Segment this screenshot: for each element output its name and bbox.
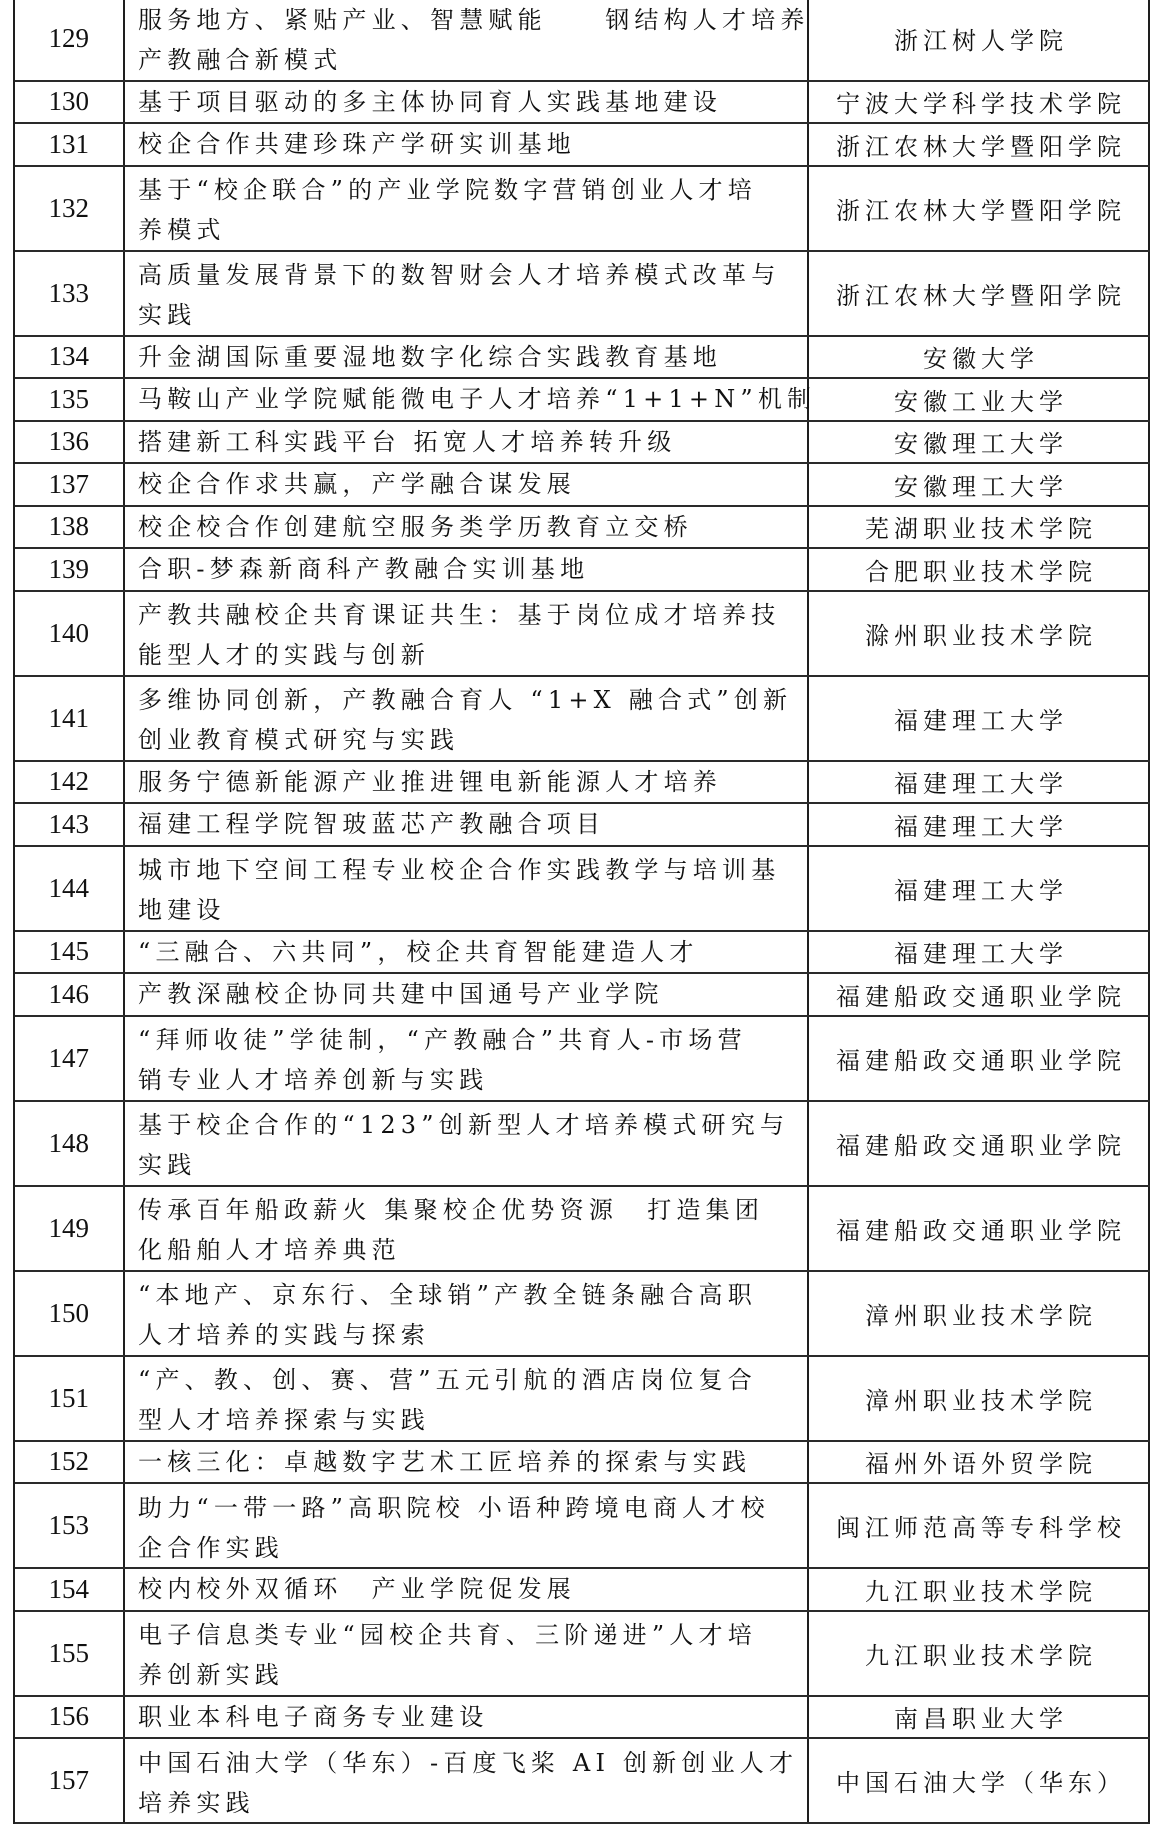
table-row [15,677,1151,762]
table-row [15,167,1151,252]
row-number: 149 [15,1187,126,1270]
project-title [125,847,809,930]
institution-name: 浙江农林大学暨阳学院 [809,124,1150,165]
institution-name: 福建理工大学 [809,677,1150,760]
row-number: 145 [15,932,126,973]
title-line-2: 型人才培养探索与实践 [138,1406,430,1435]
table-row [15,1697,1151,1740]
title-line-2: 创业教育模式研究与实践 [138,726,460,755]
title-line-1: 合职-梦森新商科产教融合实训基地 [138,555,590,584]
institution-name: 中国石油大学（华东） [809,1739,1150,1822]
table-row [15,549,1151,592]
title-line-2: 培养实践 [138,1788,255,1817]
institution-name: 安徽理工大学 [809,464,1150,505]
institution-name: 九江职业技术学院 [809,1569,1150,1610]
title-line-1: 基于“校企联合”的产业学院数字营销创业人才培 [138,176,757,205]
title-line-1: 职业本科电子商务专业建设 [138,1702,489,1731]
institution-name: 九江职业技术学院 [809,1612,1150,1695]
row-number: 139 [15,549,126,590]
institution-name: 福建理工大学 [809,804,1150,845]
row-number: 134 [15,337,126,378]
title-line-1: 服务宁德新能源产业推进锂电新能源人才培养 [138,767,722,796]
title-line-1: 中国石油大学（华东）-百度飞桨 AI 创新创业人才 [138,1748,799,1777]
project-title [125,932,809,973]
project-title [125,1102,809,1185]
table-row [15,124,1151,167]
row-number: 140 [15,592,126,675]
row-number: 147 [15,1017,126,1100]
project-title [125,82,809,123]
table-row [15,337,1151,380]
project-title [125,337,809,378]
institution-name: 安徽大学 [809,337,1150,378]
institution-name: 南昌职业大学 [809,1697,1150,1738]
project-title [125,464,809,505]
institution-name: 浙江农林大学暨阳学院 [809,167,1150,250]
title-line-1: 福建工程学院智玻蓝芯产教融合项目 [138,810,606,839]
project-title [125,974,809,1015]
institution-name: 福建理工大学 [809,762,1150,803]
row-number: 156 [15,1697,126,1738]
title-line-1: 校企校合作创建航空服务类学历教育立交桥 [138,512,693,541]
table-row [15,1569,1151,1612]
row-number: 153 [15,1484,126,1567]
title-line-2: 能型人才的实践与创新 [138,641,430,670]
row-number: 151 [15,1357,126,1440]
title-line-2: 地建设 [138,896,226,925]
project-title [125,1739,809,1822]
row-number: 143 [15,804,126,845]
title-line-1: 服务地方、紧贴产业、智慧赋能 钢结构人才培养 [138,6,810,35]
institution-name: 浙江农林大学暨阳学院 [809,252,1150,335]
row-number: 136 [15,422,126,463]
institution-name: 安徽理工大学 [809,422,1150,463]
row-number: 135 [15,379,126,420]
title-line-1: 电子信息类专业“园校企共育、三阶递进”人才培 [138,1621,757,1650]
institution-name: 合肥职业技术学院 [809,549,1150,590]
table-row [15,847,1151,932]
project-title [125,0,809,80]
title-line-1: 产教深融校企协同共建中国通号产业学院 [138,980,664,1009]
institution-name: 福建船政交通职业学院 [809,1102,1150,1185]
table-row [15,82,1151,125]
institution-name: 闽江师范高等专科学校 [809,1484,1150,1567]
project-title [125,379,817,420]
title-line-1: 多维协同创新，产教融合育人 “1+X 融合式”创新 [138,686,793,715]
project-title [125,422,809,463]
title-line-2: 销专业人才培养创新与实践 [138,1066,489,1095]
table-row [15,762,1151,805]
title-line-2: 人才培养的实践与探索 [138,1321,430,1350]
row-number: 137 [15,464,126,505]
institution-name: 福建船政交通职业学院 [809,974,1150,1015]
institution-name: 宁波大学科学技术学院 [809,82,1150,123]
project-title [125,1272,809,1355]
title-line-1: 校内校外双循环 产业学院促发展 [138,1575,576,1604]
table-row [15,379,1151,422]
row-number: 129 [15,0,126,80]
project-table [13,0,1151,1824]
row-number: 155 [15,1612,126,1695]
project-title [125,1357,809,1440]
title-line-1: “三融合、六共同”，校企共育智能建造人才 [138,937,699,966]
title-line-2: 产教融合新模式 [138,46,343,75]
row-number: 154 [15,1569,126,1610]
institution-name: 漳州职业技术学院 [809,1272,1150,1355]
row-number: 132 [15,167,126,250]
row-number: 152 [15,1442,126,1483]
row-number: 138 [15,507,126,548]
table-row [15,1187,1151,1272]
table-row [15,1102,1151,1187]
table-body [15,0,1151,1824]
institution-name: 福建理工大学 [809,932,1150,973]
title-line-1: “本地产、京东行、全球销”产教全链条融合高职 [138,1281,757,1310]
project-title [125,252,809,335]
institution-name: 芜湖职业技术学院 [809,507,1150,548]
title-line-1: 基于项目驱动的多主体协同育人实践基地建设 [138,87,722,116]
table-row [15,1484,1151,1569]
row-number: 141 [15,677,126,760]
institution-name: 福州外语外贸学院 [809,1442,1150,1483]
project-title [125,1612,809,1695]
title-line-2: 化船舶人才培养典范 [138,1236,401,1265]
row-number: 130 [15,82,126,123]
row-number: 157 [15,1739,126,1822]
table-row [15,252,1151,337]
table-row [15,1739,1151,1824]
title-line-2: 养模式 [138,216,226,245]
table-row [15,507,1151,550]
project-title [125,1187,809,1270]
table-row [15,804,1151,847]
project-title [125,1017,809,1100]
title-line-1: 升金湖国际重要湿地数字化综合实践教育基地 [138,342,722,371]
row-number: 144 [15,847,126,930]
title-line-1: 助力“一带一路”高职院校 小语种跨境电商人才校 [138,1493,770,1522]
institution-name: 滁州职业技术学院 [809,592,1150,675]
project-title [125,1569,809,1610]
table-row [15,592,1151,677]
title-line-1: 基于校企合作的“123”创新型人才培养模式研究与 [138,1111,790,1140]
title-line-1: 城市地下空间工程专业校企合作实践教学与培训基 [138,856,781,885]
table-row [15,422,1151,465]
title-line-2: 企合作实践 [138,1533,284,1562]
institution-name: 福建理工大学 [809,847,1150,930]
project-title [125,762,809,803]
title-line-1: 搭建新工科实践平台 拓宽人才培养转升级 [138,427,677,456]
title-line-1: 校企合作求共赢，产学融合谋发展 [138,470,576,499]
row-number: 150 [15,1272,126,1355]
project-title [125,167,809,250]
institution-name: 福建船政交通职业学院 [809,1017,1150,1100]
row-number: 142 [15,762,126,803]
project-title [125,1697,809,1738]
institution-name: 福建船政交通职业学院 [809,1187,1150,1270]
table-row [15,464,1151,507]
table-row [15,0,1151,82]
title-line-1: 传承百年船政薪火 集聚校企优势资源 打造集团 [138,1196,765,1225]
row-number: 146 [15,974,126,1015]
table-row [15,1017,1151,1102]
institution-name: 安徽工业大学 [809,379,1150,420]
project-title [125,507,809,548]
row-number: 148 [15,1102,126,1185]
project-title [125,1442,809,1483]
table-row [15,1612,1151,1697]
project-title [125,677,809,760]
project-title [125,804,809,845]
institution-name: 浙江树人学院 [809,0,1150,80]
title-line-2: 实践 [138,1151,197,1180]
row-number: 131 [15,124,126,165]
title-line-1: “拜师收徒”学徒制，“产教融合”共育人-市场营 [138,1026,747,1055]
row-number: 133 [15,252,126,335]
project-title [125,1484,809,1567]
title-line-1: 一核三化：卓越数字艺术工匠培养的探索与实践 [138,1447,752,1476]
project-title [125,592,809,675]
project-title [125,124,809,165]
title-line-1: 马鞍山产业学院赋能微电子人才培养“1+1+N”机制 [138,385,817,414]
table-row [15,1442,1151,1485]
title-line-1: 校企合作共建珍珠产学研实训基地 [138,130,576,159]
table-row [15,1357,1151,1442]
title-line-1: 高质量发展背景下的数智财会人才培养模式改革与 [138,261,781,290]
table-row [15,974,1151,1017]
institution-name: 漳州职业技术学院 [809,1357,1150,1440]
title-line-2: 养创新实践 [138,1661,284,1690]
table-row [15,1272,1151,1357]
table-row [15,932,1151,975]
project-title [125,549,809,590]
title-line-1: 产教共融校企共育课证共生：基于岗位成才培养技 [138,601,781,630]
title-line-2: 实践 [138,301,197,330]
title-line-1: “产、教、创、赛、营”五元引航的酒店岗位复合 [138,1366,757,1395]
